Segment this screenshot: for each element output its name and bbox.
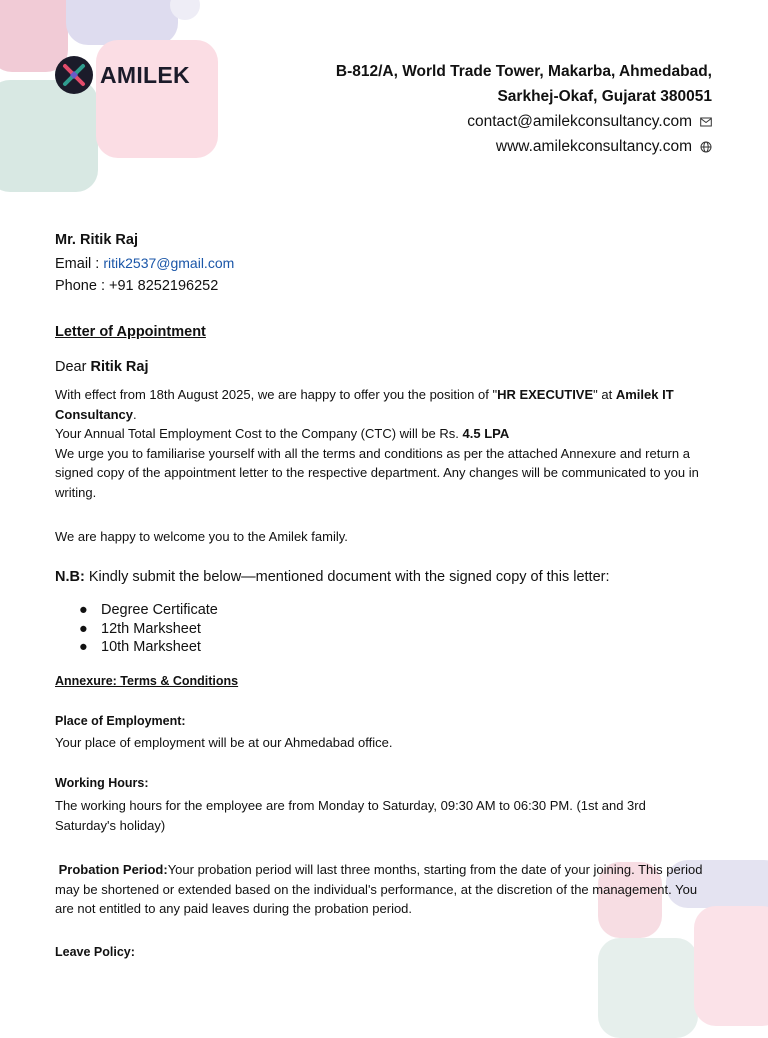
company-address-line2: Sarkhej-Okaf, Gujarat 380051 bbox=[497, 88, 712, 105]
bullet-icon: ● bbox=[79, 620, 88, 637]
offer-text: . bbox=[133, 406, 137, 422]
letter-title: Letter of Appointment bbox=[55, 324, 206, 340]
document-name: Degree Certificate bbox=[101, 602, 218, 618]
place-heading: Place of Employment: bbox=[55, 714, 186, 728]
company-name: AMILEK bbox=[100, 61, 190, 88]
salutation-name: Ritik Raj bbox=[90, 359, 149, 375]
list-item bbox=[55, 638, 218, 657]
globe-icon bbox=[700, 141, 712, 153]
list-item bbox=[55, 620, 218, 639]
offer-text: " at bbox=[593, 387, 616, 402]
welcome-text: We are happy to welcome you to the Amilek family. bbox=[55, 529, 348, 544]
company-legal-name: Amilek IT Consultancy bbox=[55, 387, 674, 422]
logo-icon bbox=[55, 56, 93, 94]
nb-note bbox=[55, 569, 610, 585]
bullet-icon: ● bbox=[79, 602, 88, 618]
email-label: Email : bbox=[55, 256, 104, 272]
envelope-icon bbox=[700, 116, 712, 128]
salutation-text: Dear bbox=[55, 359, 91, 375]
recipient-email-row bbox=[55, 255, 234, 272]
list-item bbox=[55, 601, 218, 620]
decor-shape bbox=[598, 938, 698, 1038]
leave-heading: Leave Policy: bbox=[55, 945, 135, 959]
offer-paragraph bbox=[55, 385, 705, 502]
recipient-email[interactable]: ritik2537@gmail.com bbox=[103, 255, 235, 271]
company-website[interactable]: www.amilekconsultancy.com bbox=[495, 138, 692, 155]
company-email[interactable]: contact@amilekconsultancy.com bbox=[467, 113, 692, 130]
document-list bbox=[55, 601, 218, 657]
document-name: 12th Marksheet bbox=[101, 620, 201, 637]
place-text: Your place of employment will be at our Ahmedabad office. bbox=[55, 735, 393, 750]
decor-shape bbox=[66, 0, 178, 45]
hours-heading: Working Hours: bbox=[55, 776, 149, 790]
terms-text: We urge you to familiarise yourself with all the terms and conditions as per the attached Annexure and return a signed copy of the appointment letter to the respective department. Any changes will be communicated to you in writing. bbox=[55, 445, 699, 500]
company-email-row bbox=[467, 113, 712, 131]
recipient-name: Mr. Ritik Raj bbox=[55, 232, 138, 248]
annexure-title: Annexure: Terms & Conditions bbox=[55, 674, 239, 688]
salutation bbox=[55, 359, 148, 375]
decor-shape bbox=[694, 906, 768, 1026]
company-address-line1: B-812/A, World Trade Tower, Makarba, Ahmedabad, bbox=[335, 63, 712, 80]
ctc-text: Your Annual Total Employment Cost to the Company (CTC) will be Rs. bbox=[55, 426, 463, 441]
probation-heading: Probation Period: bbox=[58, 862, 168, 877]
offer-text: With effect from 18th August 2025, we are happy to offer you the position of " bbox=[55, 387, 498, 402]
company-website-row bbox=[496, 138, 712, 156]
position-title: HR EXECUTIVE bbox=[497, 387, 594, 402]
company-logo bbox=[55, 56, 190, 94]
decor-shape bbox=[0, 80, 98, 192]
document-name: 10th Marksheet bbox=[101, 639, 201, 656]
probation-paragraph bbox=[55, 860, 705, 919]
probation-text: Your probation period will last three months, starting from the date of your joining. This period may be shortened or extended based on the individual's performance, at the discretion of the management. You are not entitled to any paid leaves during the probation period. bbox=[55, 862, 703, 916]
nb-label: N.B: bbox=[55, 569, 85, 585]
nb-text: Kindly submit the below—mentioned document with the signed copy of this letter: bbox=[84, 569, 610, 585]
bullet-icon: ● bbox=[79, 639, 88, 656]
hours-text: The working hours for the employee are from Monday to Saturday, 09:30 AM to 06:30 PM. (1st and 3rd Saturday's holiday) bbox=[55, 798, 646, 833]
recipient-phone: Phone : +91 8252196252 bbox=[55, 278, 219, 294]
ctc-value: 4.5 LPA bbox=[462, 426, 510, 441]
